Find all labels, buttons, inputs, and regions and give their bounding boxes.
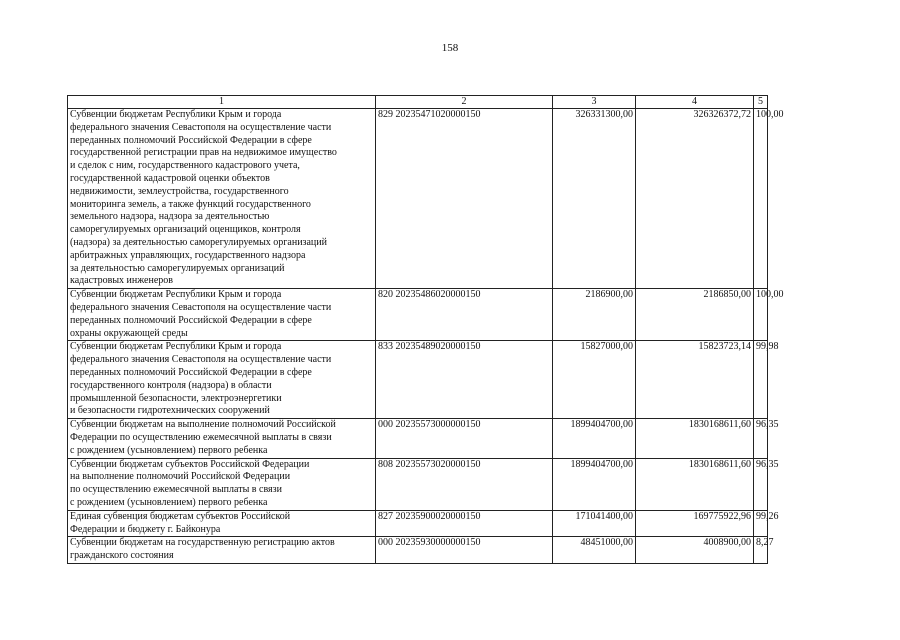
row-name: Субвенции бюджетам Республики Крым и города федерального значения Севастополя на осуществление части переданных полномочий Российской Федерации в сфере государственного контроля (надзора) в области промышленной безопасности, электроэнергетики и безопасности гидротехнических сооружений (68, 341, 376, 419)
row-percent: 100,00 (754, 109, 768, 289)
column-header-5: 5 (754, 96, 768, 109)
row-percent: 99,98 (754, 341, 768, 419)
row-fact: 2186850,00 (636, 289, 754, 341)
row-name: Субвенции бюджетам на выполнение полномочий Российской Федерации по осуществлению ежемесячной выплаты в связи с рождением (усыновлением) первого ребенка (68, 419, 376, 458)
row-plan: 1899404700,00 (553, 419, 636, 458)
row-name: Единая субвенция бюджетам субъектов Российской Федерации и бюджету г. Байконура (68, 510, 376, 537)
row-plan: 2186900,00 (553, 289, 636, 341)
row-plan: 171041400,00 (553, 510, 636, 537)
page-number: 158 (441, 42, 459, 54)
column-header-3: 3 (553, 96, 636, 109)
column-header-4: 4 (636, 96, 754, 109)
row-fact: 326326372,72 (636, 109, 754, 289)
row-percent: 96,35 (754, 419, 768, 458)
row-plan: 48451000,00 (553, 537, 636, 564)
row-name: Субвенции бюджетам Республики Крым и города федерального значения Севастополя на осуществление части переданных полномочий Российской Федерации в сфере охраны окружающей среды (68, 289, 376, 341)
row-plan: 15827000,00 (553, 341, 636, 419)
row-code: 833 20235489020000150 (376, 341, 553, 419)
row-name: Субвенции бюджетам Республики Крым и города федерального значения Севастополя на осуществление части переданных полномочий Российской Федерации в сфере государственной регистрации прав на недвижимое имущество и сделок с ним, государственного кадастрового учета, государственной кадастровой оценки объектов недвижимости, землеустройства, государственного мониторинга земель, а также функций государственного земельного надзора, надзора за деятельностью саморегулируемых организаций оценщиков, контроля (надзора) за деятельностью саморегулируемых организаций арбитражных управляющих, государственного надзора за деятельностью саморегулируемых организаций кадастровых инженеров (68, 109, 376, 289)
header-row (68, 96, 768, 109)
row-percent: 96,35 (754, 458, 768, 510)
column-header-2: 2 (376, 96, 553, 109)
row-plan: 1899404700,00 (553, 458, 636, 510)
row-percent: 99,26 (754, 510, 768, 537)
row-percent: 100,00 (754, 289, 768, 341)
budget-table (67, 95, 784, 564)
row-percent: 8,27 (754, 537, 768, 564)
row-fact: 169775922,96 (636, 510, 754, 537)
row-code: 000 20235930000000150 (376, 537, 553, 564)
row-plan: 326331300,00 (553, 109, 636, 289)
table-row (68, 419, 768, 458)
row-name: Субвенции бюджетам субъектов Российской Федерации на выполнение полномочий Российской Федерации по осуществлению ежемесячной выплаты в связи с рождением (усыновлением) первого ребенка (68, 458, 376, 510)
column-header-1: 1 (68, 96, 376, 109)
row-fact: 15823723,14 (636, 341, 754, 419)
row-code: 820 20235486020000150 (376, 289, 553, 341)
row-fact: 1830168611,60 (636, 458, 754, 510)
table-row (68, 510, 768, 537)
table-row (68, 289, 768, 341)
table-row (68, 109, 768, 289)
table-row (68, 341, 768, 419)
row-fact: 4008900,00 (636, 537, 754, 564)
row-code: 829 20235471020000150 (376, 109, 553, 289)
table-row (68, 458, 768, 510)
row-code: 808 20235573020000150 (376, 458, 553, 510)
row-code: 000 20235573000000150 (376, 419, 553, 458)
row-fact: 1830168611,60 (636, 419, 754, 458)
table-row (68, 537, 768, 564)
row-name: Субвенции бюджетам на государственную регистрацию актов гражданского состояния (68, 537, 376, 564)
row-code: 827 20235900020000150 (376, 510, 553, 537)
